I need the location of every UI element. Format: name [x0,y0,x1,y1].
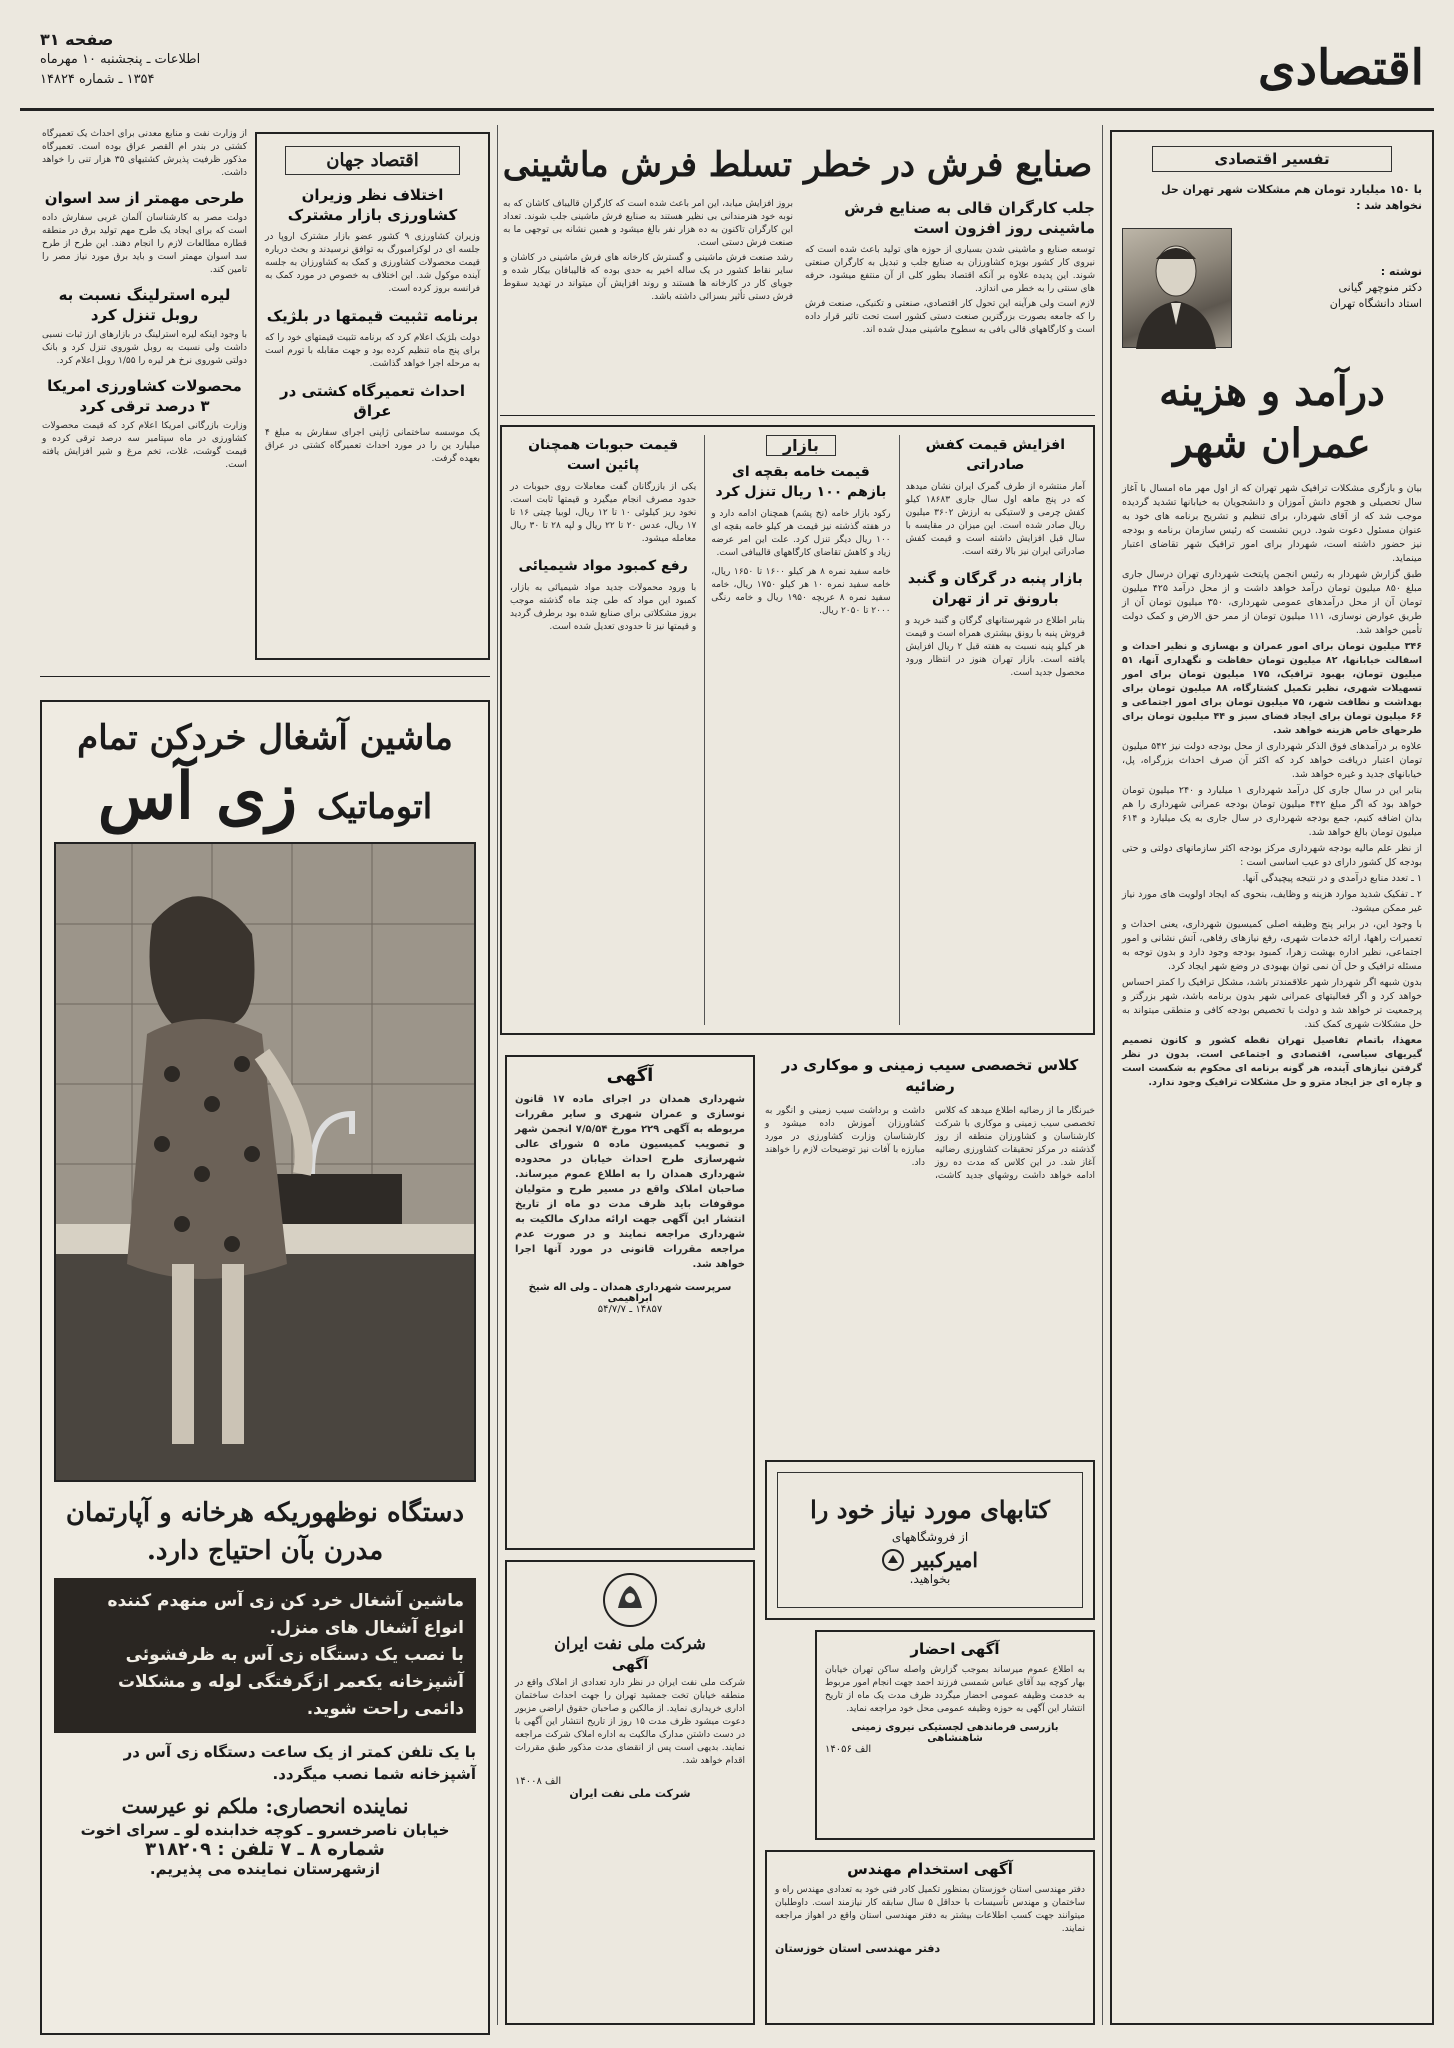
disposer-ad-line2: اتوماتیک [317,787,433,827]
commentary-paragraph: با وجود این، در برابر پنج وظیفه اصلی کمیسیون شهرداری، یعنی احداث و تعمیرات راهها، ارائه خدمات شهری، رفع نیازهای رفاهی، آتش نشانی و امور اجتماعی، نظیر اداره بهشت زهرا، کمبود بودجه وجود دارد و بدون توجه به مسئله ترافیک و حل آن نمی توان بهبودی در وضع شهر ایجاد کرد. [1122,919,1422,972]
hamedan-notice-title: آگهی [606,1065,654,1086]
bazaar-col2-b: رکود بازار خامه (نخ پشم) همچنان ادامه دارد و در هفته گذشته نیز قیمت هر کیلو خامه بقچه ای ۱۰۰ ریال دیگر تنزل کرد. علت این امر عرضه زیاد و کاهش تقاضای کارگاههای قالیبافی است. [711,509,891,558]
engineer-sign: دفتر مهندسی استان خوزستان [775,1942,941,1955]
commentary-paragraph: بنابر این در سال جاری کل درآمد شهرداری ۱ میلیارد و ۲۴۰ میلیون تومان خواهد بود که اگر مبلغ ۴۴۲ میلیون تومان بودجه عمرانی شهرداری را هم بدان اضافه کنیم، جمع بودجه شهرداری در سال جاری به یک میلیارد و ۶۱۴ میلیون تومان بالغ خواهد شد. [1122,785,1422,838]
carpet-body-col2 [503,198,793,339]
far-left-h2: لیره استرلینگ نسبت به روبل تنزل کرد [58,286,231,324]
far-left-h3: محصولات کشاورزی امریکا ۳ درصد ترقی کرد [47,377,242,415]
author-label: نوشته : [1380,265,1422,278]
bazaar-col1-b2: بنابر اطلاع در شهرستانهای گرگان و گنبد خرید و فروش پنبه با رونق بیشتری همراه است و قیمت هر کیلو پنبه نسبت به هفته قبل ۲ ریال افزایش یافته است. بازار تهران هنوز در انتظار ورود محصول جدید است. [905,616,1085,678]
author-photo [1122,228,1232,348]
kitchen-photo [54,842,476,1482]
disposer-feature: ماشین آشغال خرد کن زی آس منهدم کننده انواع آشغال های منزل. [107,1591,464,1638]
issue-number: ۱۳۵۴ ـ شماره ۱۴۸۲۴ [40,72,155,87]
disposer-device-line: دستگاه نوظهوریکه هرخانه و آپارتمان مدرن بآن احتیاج دارد. [65,1498,465,1566]
carpet-paragraph: لازم است ولی هرآینه این تحول کار اقتصادی، صنعتی و تکنیکی، صنعت فرش را که جامعه بصورت بزرگترین صنعت دستی کشور است تحت تاثیر قرار داده است و کارگاههای قالی بافی به سطوح ماشینی مبدل شده اند. [805,299,1095,335]
disposer-phone: شماره ۸ ـ ۷ تلفن : ۳۱۸۲۰۹ [145,1839,385,1860]
commentary-paragraph: معهذا، باتمام تفاصیل تهران نقطه کشور و کانون تصمیم گیریهای سیاسی، اقتصادی و اجتماعی است. بدون در نظر گرفتن نیازهای آینده، هر گونه برنامه ای محکوم به شکست است و چاره ای جز ایجاد مترو و حل مشکلات ترافیک وجود ندارد. [1122,1035,1422,1088]
disposer-phone-line: با یک تلفن کمتر از یک ساعت دستگاه زی آس در آشپزخانه شما نصب میگردد. [123,1743,476,1783]
issue-date: اطلاعات ـ پنجشنبه ۱۰ مهرماه [40,52,201,67]
author-portrait-icon [1121,229,1231,349]
oil-company-emblem-icon [600,1570,660,1630]
bazaar-col1-h2: بازار پنبه در گرگان و گنبد بارونق تر از تهران [907,571,1083,607]
oil-notice-title: آگهی [611,1657,649,1673]
bazaar-col1 [899,435,1085,1025]
author-name: دکتر منوچهر گیانی [1338,281,1422,294]
disposer-address: خیابان ناصرخسرو ـ کوچه خدابنده لو ـ سرای اخوت [80,1821,450,1839]
author-title: استاد دانشگاه تهران [1329,297,1422,310]
world-h2: برنامه تثبیت قیمتها در بلژیک [266,307,479,325]
carpet-article [500,140,1095,410]
commentary-badge: تفسیر اقتصادی [1152,146,1392,172]
books-ad-brand: امیرکبیر [912,1547,978,1572]
bazaar-col3-b: یکی از بازرگانان گفت معاملات روی حبوبات در حدود مصرف انجام میگیرد و قیمتها ثابت است. نخود ریز کیلوئی ۱۰ تا ۱۲ ریال، لوبیا چیتی ۱۶ تا ۱۷ ریال، عدس ۲۰ تا ۲۲ ریال و لپه ۲۸ تا ۳۰ ریال معامله میشود. [510,482,697,544]
carpet-subhead: جلب کارگران قالی به صنایع فرش ماشینی روز افزون است [844,199,1095,237]
far-left-b1: دولت مصر به کارشناسان آلمان غربی سفارش داده است که برای ایجاد یک طرح مهم تولید برق در منطقه قطاره مطالعات لازم را انجام دهند. این طرح از طرح سد اسوان مهمتر است و باید برق مورد نیاز مصر را تامین کند. [42,213,247,275]
far-left-news [42,128,247,668]
commentary-column [1110,130,1434,2025]
bazaar-col2 [704,435,890,1025]
summons-footer: بازرسی فرماندهی لجستیکی نیروی زمینی شاهنشاهی [851,1722,1059,1744]
commentary-body [1122,482,1422,1090]
summons-title: آگهی احضار [910,1640,1000,1658]
bazaar-section [500,425,1095,1035]
masthead [0,0,1454,110]
disposer-ad-line1: ماشین آشغال خردکن تمام [77,718,453,758]
masthead-rule [20,108,1434,111]
bazaar-col1-h: افزایش قیمت کفش صادراتی [925,437,1065,473]
bazaar-col2-h: قیمت خامه بقچه ای بازهم ۱۰۰ ریال تنزل کرد [715,464,887,500]
agri-class-article [765,1055,1095,1455]
commentary-paragraph: ۱ ـ تعدد منابع درآمدی و در نتیجه پیچیدگی آنها. [1242,873,1422,884]
far-left-intro: از وزارت نفت و منابع معدنی برای احداث یک تعمیرگاه کشتی در بندر ام القصر عراق بوده است. تعمیرگاه مذکور ظرفیت پذیرش کشتیهای ۳۵ هزار تنی را خواهد داشت. [42,129,247,178]
section-title: اقتصادی [1258,40,1424,96]
disposer-features [54,1578,476,1733]
bazaar-col3-h: قیمت حبوبات همچنان پائین است [528,437,679,473]
engineer-title: آگهی استخدام مهندس [847,1860,1013,1878]
carpet-body-col1 [805,244,1095,337]
far-left-b3: وزارت بازرگانی امریکا اعلام کرد که قیمت محصولات کشاورزی در ماه سپتامبر سه درصد ترقی کرده و قیمت گوشت، غلات، تخم مرغ و شیر افزایش یافته است. [42,421,247,470]
bazaar-col1-b: آمار منتشره از طرف گمرک ایران نشان میدهد که در پنج ماهه اول سال جاری ۱۸۶۸۳ کیلو کفش چرمی و لاستیکی به ارزش ۳۶۰۲ میلیون ریال صادر شده است. این میزان در مقایسه با سال قبل افزایش داشته است و قیمت کفش صادراتی ایران نیز بالا رفته است. [905,482,1085,557]
summons-notice [815,1630,1095,1840]
hamedan-notice-signature: سرپرست شهرداری همدان ـ ولی اله شیخ ابراهیمی [528,1282,732,1304]
page-number: صفحه ۳۱ [40,30,114,49]
commentary-paragraph: از نظر علم مالیه بودجه شهرداری مرکز بودجه اکثر سازمانهای دولتی و حتی بودجه کل کشور دارای دو عیب اساسی است : [1122,843,1422,868]
disposer-brand: زی آس [97,759,297,834]
world-economy-badge: اقتصاد جهان [285,146,460,175]
carpet-paragraph: رشد صنعت فرش ماشینی و گسترش کارخانه های فرش ماشینی در کاشان و سایر نقاط کشور در یک ساله اخیر به حدی بوده که قالیبافان بیکار شده و جویای کار در کارخانه ها هستند و روند افزایش آن میتواند در تهدید سقوط فرش دستی تأثیر بسزائی داشته باشد. [503,253,793,302]
disposer-cities: ازشهرستان نماینده می پذیریم. [149,1860,381,1878]
books-ad-tail: بخواهید. [909,1571,951,1586]
commentary-paragraph: ۳۴۶ میلیون تومان برای امور عمران و بهسازی و نظیر احداث و اسفالت خیابانها، ۸۲ میلیون تومان حفاظت و نگهداری آنها، ۵۱ میلیون تومان، بهبود ترافیک، ۱۷۵ میلیون تومان برای امور تسهیلات شهری، نظیر تکمیل کشتارگاه، ۸۸ میلیون تومان برای بهداشت و نظافت شهر، ۷۵ میلیون تومان برای امور اجتماعی و ۶۶ میلیون تومان برای ایجاد فضای سبز و ۴۴ میلیون تومان برای طرحهای خاص هزینه خواهد شد. [1122,641,1423,736]
hamedan-notice-ref: ۱۴۸۵۷ ـ ۵۴/۷/۷ [597,1304,663,1315]
column-divider [1102,125,1103,2025]
oil-company-name: شرکت ملی نفت ایران [554,1634,706,1653]
books-ad [765,1460,1095,1620]
world-economy-box [255,132,490,660]
bazaar-col3 [510,435,696,1025]
page-info [40,30,200,90]
oil-notice [505,1560,755,2025]
bazaar-col3-b2: با ورود محمولات جدید مواد شیمیائی به بازار، کمبود این مواد که طی چند ماه گذشته موجب بروز مشکلاتی برای صنایع شده بود برطرف گردید و قیمتها نیز تا حدودی تعدیل شده است. [510,583,697,632]
bazaar-col2-prices: خامه سفید نمره ۸ هر کیلو ۱۶۰۰ تا ۱۶۵۰ ریال، خامه سفید نمره ۱۰ هر کیلو ۱۷۵۰ ریال، خامه سفید نمره ۸ عربچه ۱۹۵۰ ریال و خامه رنگی ۲۰۰۰ تا ۲۰۵۰ ریال. [711,567,891,616]
agri-class-body: خبرنگار ما از رضائیه اطلاع میدهد که کلاس تخصصی سیب زمینی و موکاری با شرکت کارشناسان و کشاورزان منطقه از روز گذشته در مرکز تحقیقات کشاورزی رضائیه آغاز شد. در این کلاس که مدت ده روز ادامه خواهد داشت روشهای جدید کاشت، داشت و برداشت سیب زمینی و انگور به کشاورزان آموزش داده میشود و کارشناسان وزارت کشاورزی در مورد مبارزه با آفات نیز توضیحات لازم را خواهند داد. [765,1106,1095,1181]
commentary-paragraph: علاوه بر درآمدهای فوق الذکر شهرداری از محل بودجه دولت نیز ۵۴۲ میلیون تومان اعتبار دریافت خواهد کرد که اکثر آن صرف احداث بزرگراه، پل، خیابانهای جدید و غیره خواهد شد. [1122,741,1423,780]
commentary-paragraph: طبق گزارش شهردار به رئیس انجمن پایتخت شهرداری تهران درسال جاری مبلغ ۸۵۰ میلیون تومان درآمد خواهد داشت و از محل درآمد ۴۲۵ میلیون تومان آن از محل درآمدهای عمومی شهرداری، ۳۵۰ میلیون تومان آن از طریق عوارض نوسازی، ۱۱۱ میلیون تومان از ممر حق الارض و کمک دولت تأمین خواهد شد. [1122,569,1422,636]
far-left-b2: با وجود اینکه لیره استرلینگ در بازارهای ارز ثبات نسبی داشت ولی نسبت به روبل شوروی تنزل کرد و بانک دولتی شوروی نرخ هر لیره را ۱/۵۵ روبل اعلام کرد. [42,330,247,366]
world-b3: یک موسسه ساختمانی ژاپنی اجرای سفارش به مبلغ ۴ میلیارد ین را در مورد احداث تعمیرگاه کشتی در عراق بعهده گرفت. [265,428,480,464]
hamedan-notice-body: شهرداری همدان در اجرای ماده ۱۷ قانون نوسازی و عمران شهری و سایر مقررات مربوطه به آگهی ۲۲۹ مورخ ۷/۵/۵۴ انجمن شهر و تصویب کمیسیون ماده ۵ شورای عالی شهرسازی طرح احداث خیابان در محدوده شهرداری همدان را به اطلاع عموم میرساند. صاحبان املاک واقع در مسیر طرح و متولیان موقوفات باید ظرف مدت دو ماه از تاریخ انتشار این آگهی جهت ارائه مدارک مالکیت به شهرداری مراجعه نمایند و در صورت عدم مراجعه مقررات قانونی در مورد آنها اجرا خواهد شد. [515,1094,746,1270]
far-left-h1: طرحی مهمتر از سد اسوان [44,189,245,207]
world-b1: وزیران کشاورزی ۹ کشور عضو بازار مشترک اروپا در جلسه ای در لوکزامبورگ به توافق نرسیدند و بحث درباره قیمت محصولات کشاورزی و کمک به کشاورزان به جلسه آینده موکول شد. این اختلاف به خصوص در مورد کمک به فرانسه بروز کرده است. [265,232,480,294]
summons-ref: الف ۱۴۰۵۶ [825,1744,872,1755]
hamedan-notice [505,1055,755,1550]
commentary-paragraph: ۲ ـ تفکیک شدید موارد هزینه و وظایف، بنحوی که ایجاد اولویت های مورد نیاز غیر ممکن میشود. [1122,889,1422,914]
carpet-headline: صنایع فرش در خطر تسلط فرش ماشینی [502,145,1093,185]
oil-notice-body: شرکت ملی نفت ایران در نظر دارد تعدادی از املاک واقع در منطقه خیابان تخت جمشید تهران را جهت احداث ساختمان اداری خریداری نماید. از مالکین و صاحبان حقوق اراضی مزبور دعوت میشود ظرف مدت ۱۵ روز از تاریخ انتشار این آگهی با در دست داشتن مدارک مالکیت به اداره املاک شرکت مراجعه نمایند. بدیهی است پس از انقضای مدت مذکور طبق مقررات اقدام خواهد شد. [515,1678,745,1766]
world-b2: دولت بلژیک اعلام کرد که برنامه تثبیت قیمتهای خود را که برای پنج ماه تنظیم کرده بود و جهت مقابله با تورم است به مرحله اجرا خواهد گذاشت. [265,333,480,369]
author-block [1240,228,1422,348]
publisher-logo-icon [882,1549,904,1571]
section-divider [500,415,1095,416]
oil-notice-footer: الف ۱۴۰۰۸ [515,1776,562,1787]
carpet-paragraph: بروز افزایش میابد، این امر باعث شده است که کارگران قالیباف کاشان که به نوبه خود هنرمندانی بی نظیر هستند به صنایع فرش ماشینی جلب شوند. تعداد این کارگران تاکنون به ده هزار نفر بالغ میشود و همین نشانه بی توجهی ما به صنعت فرش دستی است. [503,199,793,248]
bazaar-badge: بازار [766,435,836,456]
books-ad-title: کتابهای مورد نیاز خود را [810,1494,1050,1524]
engineer-body: دفتر مهندسی استان خوزستان بمنظور تکمیل کادر فنی خود به تعدادی مهندس راه و ساختمان و مهندس تأسیسات با حداقل ۵ سال سابقه کار نیازمند است. داوطلبان میتوانند جهت کسب اطلاعات بیشتر به دفتر مهندسی استان واقع در اهواز مراجعه نمایند. [775,1885,1085,1934]
bazaar-col3-h2: رفع کمبود مواد شیمیائی [518,558,688,574]
engineer-notice [765,1850,1095,2025]
commentary-paragraph: بدون شبهه اگر شهردار شهر علاقمندتر باشد، مشکل ترافیک را کمتر احساس خواهد کرد و اگر فعالیتهای عمرانی شهر بدون برنامه باشد، شهر بزرگتر و پرجمعیت تر خواهد شد و دولت با تخصیص بودجه کافی و منطقی میتواند به حل مشکلات شهری کمک کند. [1122,977,1422,1030]
carpet-paragraph: توسعه صنایع و ماشینی شدن بسیاری از حوزه های تولید باعث شده است که نیروی کار کشور بویژه کشاورزان به صنایع جلب و تبدیل به کارگران صنعتی شوند. این پدیده علاوه بر آنکه اقتصاد بطور کلی از آن منتفع میشود، حرفه های سنتی را به خطر می اندازد. [805,245,1095,294]
world-h3: احداث تعمیرگاه کشتی در عراق [280,382,465,420]
column-divider [497,125,498,2025]
woman-at-sink-illustration-icon [54,844,474,1480]
commentary-paragraph: بیان و بازگری مشکلات ترافیک شهر تهران که از اول مهر ماه امسال با آغاز سال تحصیلی و هجوم دانش آموزان و دانشجویان به خیابانها تشدید گردیده موجب شد که از آقای شهردار، برای تنظیم و تشریح برنامه های خود به عنوان مسئول دعوت شود. درین نشست که رئیس سازمان برنامه و بودجه نیز حضور داشته است، شهردار برای امور ترافیک شهر تقاضای اعتبار مینماید. [1122,483,1422,564]
summons-body: به اطلاع عموم میرساند بموجب گزارش واصله ساکن تهران خیابان بهار کوچه بید آقای عباس شمسی فرزند احمد جهت انجام امور مربوط به خدمت وظیفه عمومی احضار میگردد ظرف مدت یک ماه از تاریخ انتشار این آگهی به حوزه وظیفه عمومی محل خود مراجعه نماید. [825,1665,1085,1714]
section-divider [40,676,490,677]
books-ad-sub: از فروشگاههای [891,1529,969,1544]
disposer-ad [40,700,490,2035]
disposer-feature: با نصب یک دستگاه زی آس به ظرفشوئی آشپزخانه یکعمر ازگرفتگی لوله و مشکلات دائمی راحت شوید. [117,1645,464,1719]
commentary-headline: درآمد و هزینه عمران شهر [1159,368,1385,467]
oil-notice-sign: شرکت ملی نفت ایران [569,1787,691,1800]
agri-class-title: کلاس تخصصی سیب زمینی و موکاری در رضائیه [781,1056,1079,1095]
disposer-agent: نماینده انحصاری: ملکم نو عیرست [121,1794,409,1818]
world-h1: اختلاف نظر وزیران کشاورزی بازار مشترک [287,186,458,224]
commentary-intro: با ۱۵۰ میلیارد تومان هم مشکلات شهر تهران حل نخواهد شد : [1161,183,1422,212]
